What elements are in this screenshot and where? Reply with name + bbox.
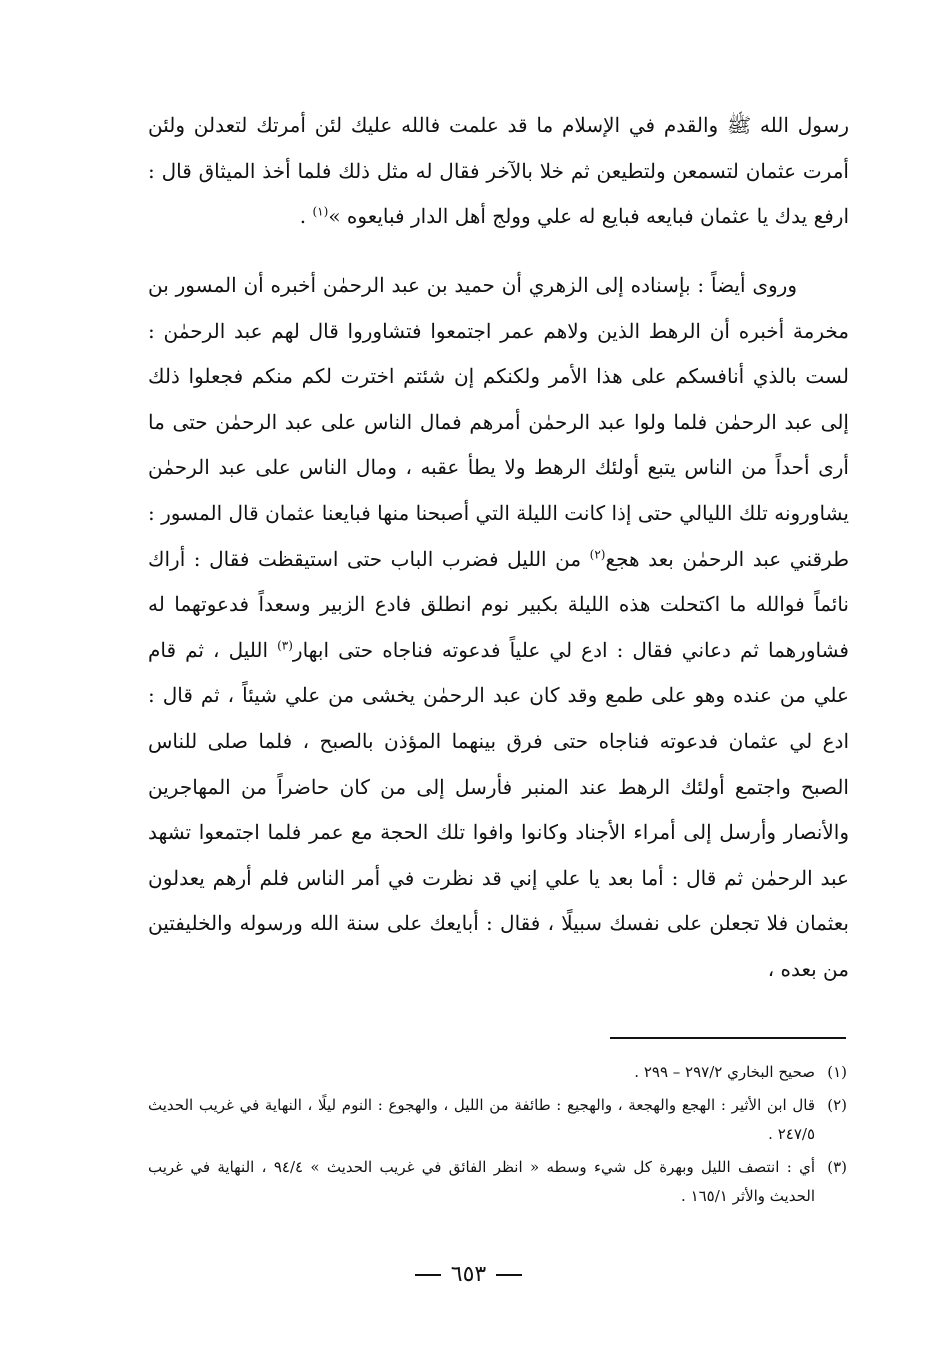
footnote-2-number: (٢)	[827, 1096, 847, 1114]
footnote-ref-2: (٢)	[589, 546, 606, 561]
footnote-2-text: قال ابن الأثير : الهجع والهجعة ، والهجيع : طائفة من الليل ، والهجوع : النوم ليلًا ، النهاية في غريب الحديث ٢٤٧/٥ .	[148, 1096, 815, 1143]
footnote-1-text: صحيح البخاري ٢٩٧/٢ – ٢٩٩ .	[634, 1063, 815, 1081]
footnote-ref-3: (٣)	[277, 638, 293, 653]
paragraph-2-part-1: وروى أيضاً : بإسناده إلى الزهري أن حميد بن عبد الرحمٰن أخبره أن المسور بن مخرمة أخبره أن الرهط الذين ولاهم عمر اجتمعوا فتشاوروا قال لهم عبد الرحمٰن : لست بالذي أنافسكم على هذا الأمر ولكنكم إن شئتم اخترت لكم منكم فجعلوا ذلك إلى عبد الرحمٰن فلما ولوا عبد الرحمٰن أمرهم فمال الناس على عبد الرحمٰن حتى ما أرى أحداً من الناس يتبع أولئك الرهط ولا يطأ عقبه ، ومال الناس على عبد الرحمٰن يشاورونه تلك الليالي حتى إذا كانت الليلة التي أصبحنا منها فبايعنا عثمان قال المسور : طرقني عبد الرحمٰن بعد هجع	[148, 273, 850, 571]
page-number-value: ٦٥٣	[450, 1262, 487, 1287]
paragraph-2	[148, 263, 849, 993]
footnote-ref-1: (١)	[312, 204, 329, 219]
footnote-divider	[610, 1037, 846, 1039]
footnote-3-text: أي : انتصف الليل وبهرة كل شيء وسطه « انظر الفائق في غريب الحديث » ٩٤/٤ ، النهاية في غريب الحديث والأثر ١٦٥/١ .	[148, 1158, 816, 1205]
page-number	[0, 1262, 937, 1287]
page-number-dash-right	[496, 1274, 522, 1276]
footnote-3-number: (٣)	[827, 1158, 847, 1176]
paragraph-2-part-2: من الليل فضرب الباب حتى استيقظت فقال : أراك نائماً فوالله ما اكتحلت هذه الليلة بكبير نوم انطلق فادع الزبير وسعداً فدعوتهما له فشاورهما ثم دعاني فقال : ادع لي علياً فدعوته فناجاه حتى ابهار	[148, 546, 849, 662]
footnote-3	[148, 1153, 847, 1211]
paragraph-1-body: رسول الله ﷺ والقدم في الإسلام ما قد علمت فالله عليك لئن أمرتك لتعدلن ولئن أمرت عثمان لتسمعن ولتطيعن ثم خلا بالآخر فقال له مثل ذلك فلما أخذ الميثاق قال : ارفع يدك يا عثمان فبايعه فبايع له علي وولج أهل الدار فبايعوه »	[148, 113, 849, 229]
page-number-dash-left	[415, 1274, 441, 1276]
footnote-1	[148, 1058, 847, 1087]
paragraph-1	[148, 103, 849, 240]
paragraph-1-text	[148, 103, 849, 240]
paragraph-2-part-3: الليل ، ثم قام علي من عنده وهو على طمع وقد كان عبد الرحمٰن يخشى من علي شيئاً ، ثم قال : ادع لي عثمان فدعوته فناجاه حتى فرق بينهما المؤذن بالصبح ، فلما صلى للناس الصبح واجتمع أولئك الرهط عند المنبر فأرسل إلى من كان حاضراً من المهاجرين والأنصار وأرسل إلى أمراء الأجناد وكانوا وافوا تلك الحجة مع عمر فلما اجتمعوا تشهد عبد الرحمٰن ثم قال : أما بعد يا علي إني قد نظرت في أمر الناس فلم أرهم يعدلون بعثمان فلا تجعلن على نفسك سبيلًا ، فقال : أبايعك على سنة الله ورسوله والخليفتين من بعده ،	[148, 637, 849, 981]
paragraph-1-tail: .	[299, 204, 313, 229]
footnotes	[148, 1058, 847, 1215]
paragraph-2-text	[148, 263, 849, 993]
footnote-2	[148, 1091, 847, 1149]
footnote-1-number: (١)	[827, 1063, 847, 1081]
